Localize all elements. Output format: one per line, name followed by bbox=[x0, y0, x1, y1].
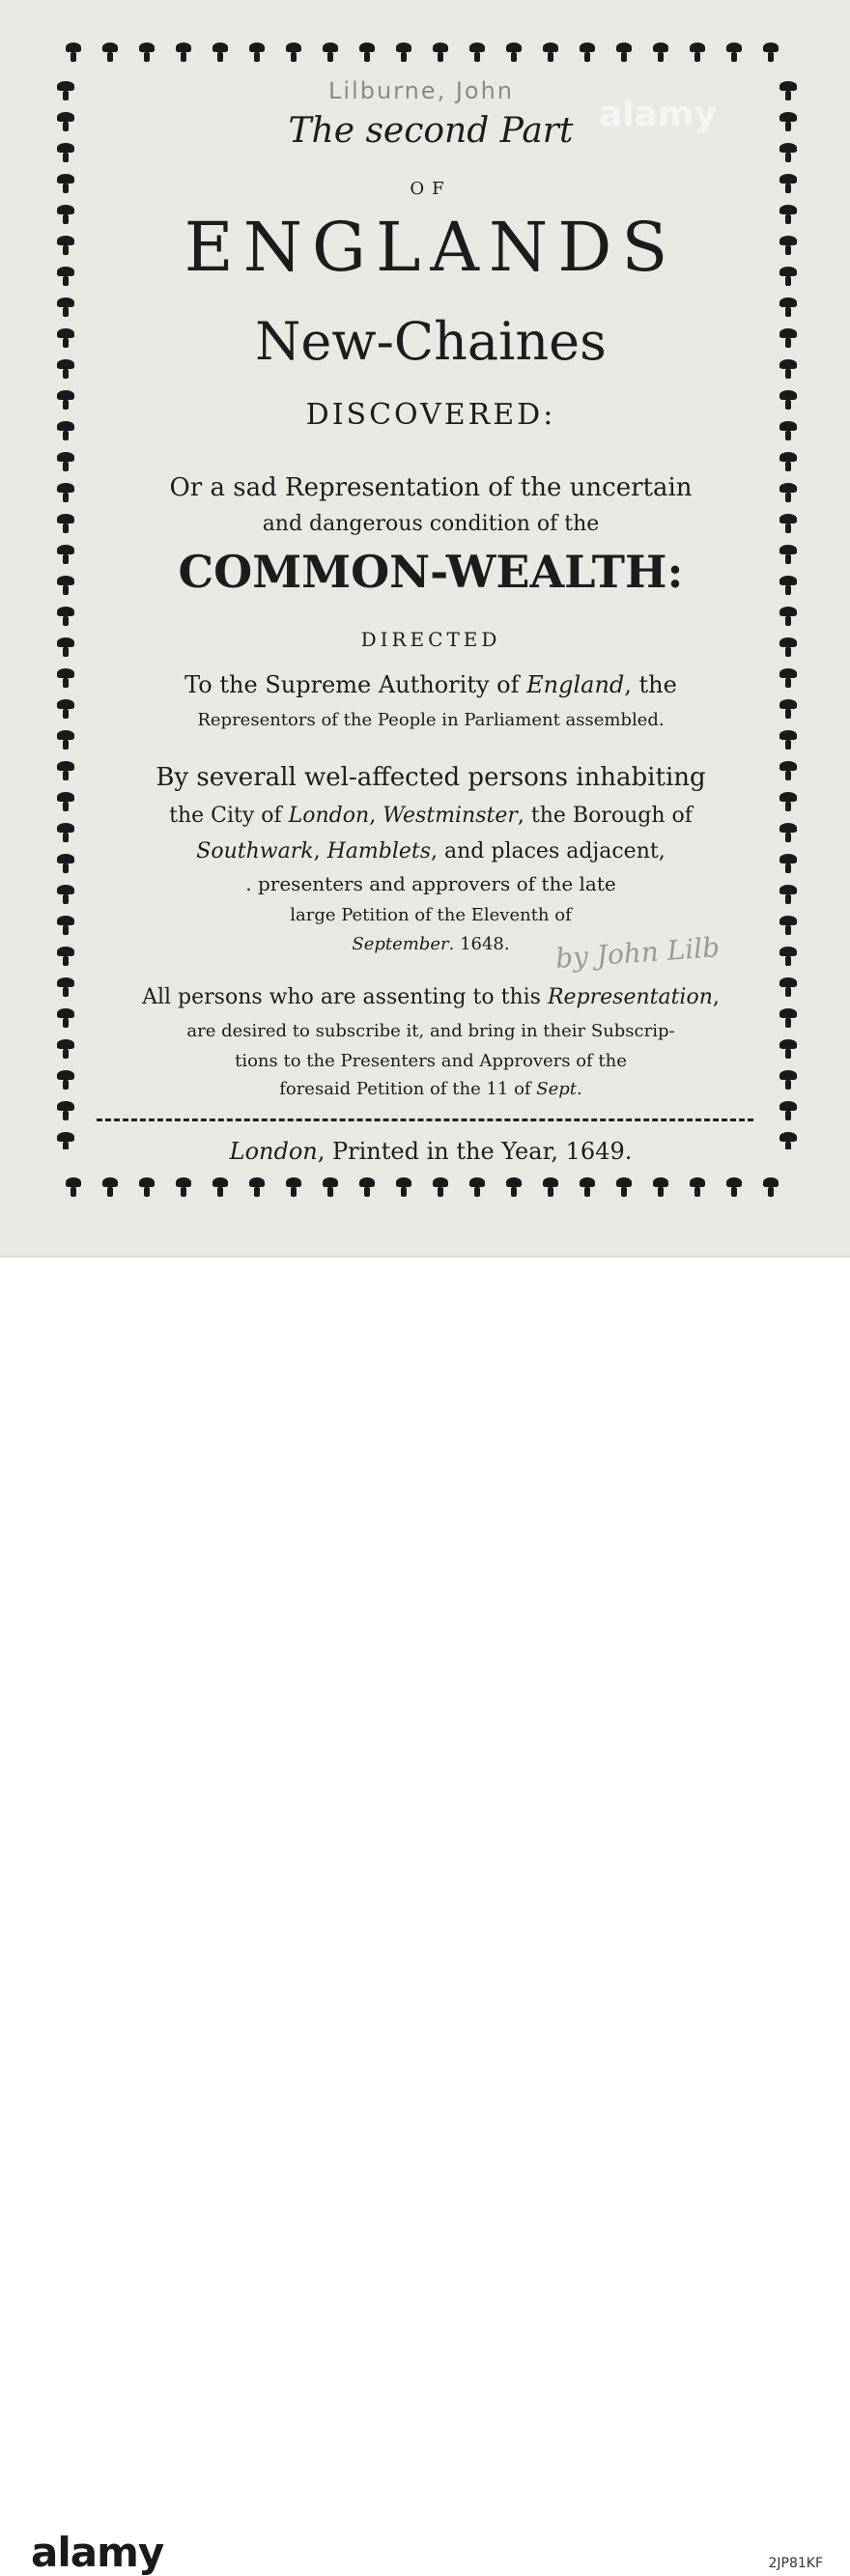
ornament-icon bbox=[773, 912, 804, 937]
imprint-line: London, Printed in the Year, 1649. bbox=[229, 1138, 633, 1165]
footer-divider bbox=[0, 1256, 850, 1258]
ornament-icon bbox=[537, 39, 564, 66]
authors-line-4: . presenters and approvers of the late bbox=[245, 872, 616, 895]
ornament-icon bbox=[500, 39, 527, 66]
ornament-icon bbox=[773, 1097, 804, 1122]
ornament-icon bbox=[773, 1066, 804, 1091]
stock-footer bbox=[0, 1256, 850, 2576]
ornament-icon bbox=[773, 448, 804, 473]
ornament-icon bbox=[610, 39, 638, 66]
ornament-icon bbox=[50, 417, 81, 442]
authors-line-5: large Petition of the Eleventh of bbox=[290, 905, 572, 925]
ornament-icon bbox=[97, 1174, 124, 1201]
ornament-icon bbox=[647, 1174, 674, 1201]
ornament-icon bbox=[773, 325, 804, 350]
ornament-icon bbox=[537, 1174, 564, 1201]
ornament-icon bbox=[354, 39, 381, 66]
ornament-icon bbox=[773, 757, 804, 782]
notice-line-3: tions to the Presenters and Approvers of the bbox=[235, 1051, 627, 1071]
ornament-icon bbox=[610, 1174, 638, 1201]
ornament-icon bbox=[773, 1128, 804, 1149]
ornament-icon bbox=[773, 850, 804, 875]
ornament-icon bbox=[574, 39, 601, 66]
ornament-icon bbox=[280, 39, 307, 66]
directed-label: DIRECTED bbox=[360, 628, 501, 651]
ornament-icon bbox=[50, 294, 81, 319]
ornament-icon bbox=[773, 1005, 804, 1030]
ornament-icon bbox=[390, 39, 417, 66]
ornament-icon bbox=[390, 1174, 417, 1201]
ornament-icon bbox=[773, 417, 804, 442]
ornament-icon bbox=[773, 170, 804, 195]
authors-line-2: the City of London, Westminster, the Borough of bbox=[169, 804, 693, 828]
ornament-icon bbox=[773, 386, 804, 411]
ornament-icon bbox=[500, 1174, 527, 1201]
ornament-icon bbox=[757, 39, 784, 66]
authors-line-6: September. 1648. bbox=[352, 934, 510, 954]
ornament-icon bbox=[773, 541, 804, 566]
ornament-icon bbox=[773, 294, 804, 319]
ornament-icon bbox=[773, 881, 804, 906]
ornament-icon bbox=[50, 510, 81, 535]
ornament-icon bbox=[50, 1128, 81, 1149]
ornament-icon bbox=[773, 665, 804, 690]
ornament-icon bbox=[773, 695, 804, 721]
title-discovered: DISCOVERED: bbox=[305, 398, 556, 432]
ornament-icon bbox=[133, 39, 160, 66]
ornament-icon bbox=[721, 39, 748, 66]
notice-line-2: are desired to subscribe it, and bring in their Subscrip- bbox=[186, 1021, 675, 1041]
ornament-icon bbox=[647, 39, 674, 66]
ornament-border-top bbox=[60, 39, 804, 66]
ornament-icon bbox=[773, 943, 804, 968]
ornament-icon bbox=[317, 39, 344, 66]
subtitle-line-1: Or a sad Representation of the uncertain bbox=[169, 473, 693, 502]
ornament-icon bbox=[50, 170, 81, 195]
ornament-icon bbox=[773, 726, 804, 751]
ornament-icon bbox=[773, 603, 804, 628]
ornament-icon bbox=[684, 39, 711, 66]
ornament-icon bbox=[50, 665, 81, 690]
notice-line-4: foresaid Petition of the 11 of Sept. bbox=[279, 1079, 582, 1099]
ornament-icon bbox=[354, 1174, 381, 1201]
ornament-icon bbox=[50, 634, 81, 659]
ornament-icon bbox=[317, 1174, 344, 1201]
title-common-wealth: COMMON-WEALTH: bbox=[178, 546, 684, 598]
ornament-icon bbox=[50, 788, 81, 813]
ornament-icon bbox=[50, 850, 81, 875]
ornament-icon bbox=[50, 541, 81, 566]
ornament-icon bbox=[243, 1174, 270, 1201]
ornament-icon bbox=[170, 1174, 197, 1201]
ornament-icon bbox=[50, 1066, 81, 1091]
alamy-logo[interactable]: alamy bbox=[31, 2529, 164, 2576]
ornament-icon bbox=[684, 1174, 711, 1201]
authors-line-3: Southwark, Hamblets, and places adjacent, bbox=[196, 839, 666, 863]
ornament-icon bbox=[50, 819, 81, 844]
ornament-icon bbox=[170, 39, 197, 66]
ornament-icon bbox=[133, 1174, 160, 1201]
ornament-icon bbox=[721, 1174, 748, 1201]
ornament-icon bbox=[773, 634, 804, 659]
ornament-icon bbox=[773, 355, 804, 381]
ornament-icon bbox=[773, 479, 804, 504]
ornament-icon bbox=[50, 881, 81, 906]
ornament-icon bbox=[773, 510, 804, 535]
ornament-icon bbox=[50, 1097, 81, 1122]
ornament-icon bbox=[773, 263, 804, 288]
ornament-icon bbox=[50, 943, 81, 968]
notice-line-1: All persons who are assenting to this Representation, bbox=[142, 985, 720, 1009]
ornament-icon bbox=[50, 77, 81, 102]
subtitle-line-2: and dangerous condition of the bbox=[262, 512, 600, 536]
ornament-icon bbox=[50, 603, 81, 628]
ornament-border-left bbox=[50, 77, 81, 1149]
ornament-icon bbox=[773, 819, 804, 844]
ornament-icon bbox=[50, 448, 81, 473]
divider-rule bbox=[97, 1118, 753, 1121]
title-main-englands: ENGLANDS bbox=[184, 208, 678, 287]
ornament-icon bbox=[773, 572, 804, 597]
ornament-icon bbox=[50, 1035, 81, 1061]
ornament-icon bbox=[773, 974, 804, 999]
ornament-border-right bbox=[773, 77, 804, 1149]
ornament-icon bbox=[773, 77, 804, 102]
ornament-icon bbox=[50, 726, 81, 751]
ornament-icon bbox=[464, 39, 491, 66]
address-line-2: Representors of the People in Parliament assembled. bbox=[197, 710, 665, 730]
ornament-icon bbox=[50, 386, 81, 411]
ornament-icon bbox=[427, 39, 454, 66]
handwritten-note: Lilburne, John bbox=[328, 77, 515, 104]
ornament-icon bbox=[757, 1174, 784, 1201]
ornament-icon bbox=[50, 325, 81, 350]
ornament-icon bbox=[773, 1035, 804, 1061]
ornament-icon bbox=[50, 1005, 81, 1030]
ornament-icon bbox=[50, 139, 81, 164]
handwritten-signature: by John Lilb bbox=[554, 931, 722, 975]
ornament-icon bbox=[50, 695, 81, 721]
image-id-label: 2JP81KF bbox=[768, 2556, 823, 2571]
ornament-icon bbox=[50, 572, 81, 597]
ornament-icon bbox=[60, 39, 87, 66]
ornament-icon bbox=[773, 108, 804, 133]
ornament-icon bbox=[50, 201, 81, 226]
ornament-icon bbox=[427, 1174, 454, 1201]
title-page-scan bbox=[0, 0, 850, 1256]
ornament-icon bbox=[50, 912, 81, 937]
ornament-icon bbox=[50, 757, 81, 782]
ornament-icon bbox=[50, 232, 81, 257]
ornament-icon bbox=[773, 139, 804, 164]
watermark: alamy bbox=[599, 95, 717, 134]
ornament-icon bbox=[207, 1174, 234, 1201]
address-line-1: To the Supreme Authority of England, the bbox=[184, 671, 677, 698]
ornament-icon bbox=[50, 263, 81, 288]
authors-line-1: By severall wel-affected persons inhabiting bbox=[156, 763, 706, 792]
ornament-icon bbox=[97, 39, 124, 66]
ornament-icon bbox=[574, 1174, 601, 1201]
ornament-icon bbox=[50, 355, 81, 381]
ornament-icon bbox=[773, 232, 804, 257]
title-line-2: OF bbox=[410, 179, 452, 199]
ornament-icon bbox=[464, 1174, 491, 1201]
ornament-border-bottom bbox=[60, 1174, 804, 1201]
ornament-icon bbox=[773, 788, 804, 813]
ornament-icon bbox=[50, 974, 81, 999]
ornament-icon bbox=[50, 108, 81, 133]
ornament-icon bbox=[773, 201, 804, 226]
ornament-icon bbox=[60, 1174, 87, 1201]
ornament-icon bbox=[243, 39, 270, 66]
ornament-icon bbox=[280, 1174, 307, 1201]
title-main-new-chaines: New-Chaines bbox=[255, 311, 607, 372]
title-line-1: The second Part bbox=[288, 111, 574, 151]
ornament-icon bbox=[207, 39, 234, 66]
ornament-icon bbox=[50, 479, 81, 504]
